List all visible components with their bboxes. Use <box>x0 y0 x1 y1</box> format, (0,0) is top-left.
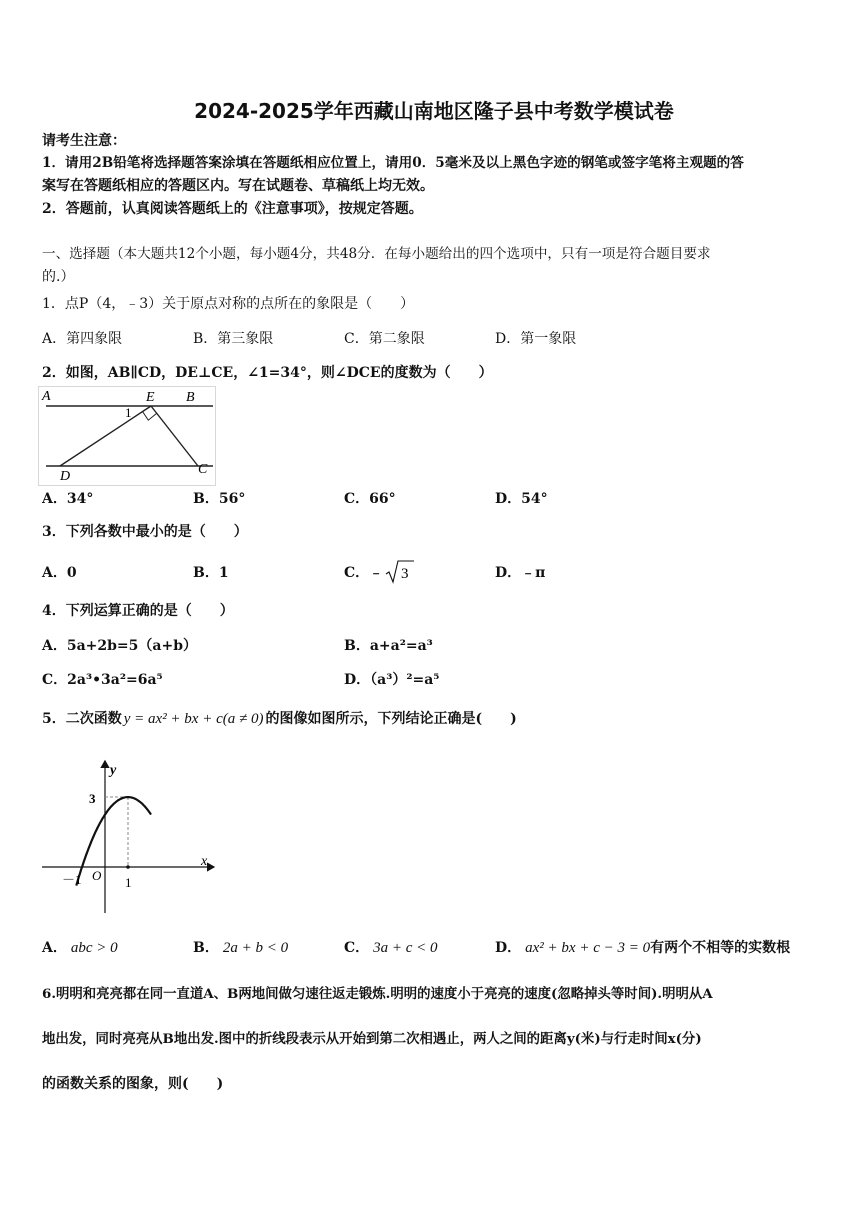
q3-stem: 3．下列各数中最小的是（ ） <box>42 524 248 540</box>
q5-option-b-formula: 2a + b < 0 <box>222 940 289 956</box>
label-x: x <box>201 854 208 869</box>
q4-stem: 4．下列运算正确的是（ ） <box>42 603 234 619</box>
q5-option-d-suffix: 有两个不相等的实数根 <box>650 940 791 956</box>
q5-option-a-formula: abc > 0 <box>70 940 118 956</box>
q1-option-c: C．第二象限 <box>344 331 425 347</box>
label-b: B <box>186 390 195 405</box>
segment-ec <box>151 406 198 466</box>
q3-option-c: C．﹣ <box>344 565 384 581</box>
q2-option-b: B．56° <box>193 491 246 507</box>
q3-option-a: A．0 <box>42 565 77 581</box>
q5-stem-prefix: 5．二次函数 <box>42 711 122 727</box>
label-one: 1 <box>125 875 132 890</box>
q4-option-b: B．a+a²=a³ <box>344 638 433 654</box>
point-one <box>126 865 130 869</box>
page-title: 2024-2025学年西藏山南地区隆子县中考数学模试卷 <box>194 99 674 123</box>
section-heading-line-1: 一、选择题（本大题共12个小题，每小题4分，共48分．在每小题给出的四个选项中，只有一项是符合题目要求 <box>42 246 711 262</box>
label-angle-1: 1 <box>125 405 132 420</box>
notice-header: 请考生注意： <box>42 133 126 149</box>
right-angle-mark <box>143 412 157 421</box>
q5-stem <box>42 709 517 729</box>
q5-stem-suffix: 的图像如图所示，下列结论正确是( ) <box>265 711 517 727</box>
label-e: E <box>146 390 155 405</box>
section-heading-line-2: 的.） <box>42 269 75 285</box>
q6-line-3: 的函数关系的图象，则( ) <box>42 1076 224 1092</box>
label-origin: O <box>92 868 102 883</box>
q5-option-d-letter: D． <box>495 940 522 956</box>
q2-figure <box>38 386 216 486</box>
label-y: y <box>110 763 117 778</box>
label-three: 3 <box>89 791 96 806</box>
q5-option-b <box>193 938 288 958</box>
notice-line-1a: 1．请用2B铅笔将选择题答案涂填在答题纸相应位置上，请用0．5毫米及以上黑色字迹的钢笔或签字笔将主观题的答 <box>42 155 744 171</box>
notice-line-1b: 案写在答题纸相应的答题区内。写在试题卷、草稿纸上均无效。 <box>42 178 434 194</box>
q3-option-d: D．﹣π <box>495 565 546 581</box>
q6-line-2: 地出发，同时亮亮从B地出发.图中的折线段表示从开始到第二次相遇止，两人之间的距离y(米)与行走时间x(分) <box>42 1031 702 1047</box>
q4-option-d: D．（a³）²=a⁵ <box>344 672 440 688</box>
label-c: C <box>198 462 208 477</box>
q2-option-c: C．66° <box>344 491 396 507</box>
q5-option-c-letter: C． <box>344 940 370 956</box>
label-a: A <box>42 389 51 404</box>
q5-option-a-letter: A． <box>42 940 67 956</box>
q5-option-b-letter: B． <box>193 940 219 956</box>
label-neg-one: －1 <box>62 872 82 887</box>
q5-formula: y = ax² + bx + c(a ≠ 0) <box>123 711 264 727</box>
q2-stem: 2．如图，AB∥CD，DE⊥CE，∠1=34°，则∠DCE的度数为（ ） <box>42 365 493 381</box>
q5-option-c <box>344 938 438 958</box>
q4-option-a: A．5a+2b=5（a+b） <box>42 638 197 654</box>
notice-line-2: 2．答题前，认真阅读答题纸上的《注意事项》，按规定答题。 <box>42 201 423 217</box>
q5-option-a <box>42 938 118 958</box>
q5-option-d-formula: ax² + bx + c − 3 = 0 <box>525 940 651 956</box>
q5-option-c-formula: 3a + c < 0 <box>373 940 438 956</box>
q1-option-a: A．第四象限 <box>42 331 123 347</box>
q1-option-b: B．第三象限 <box>193 331 274 347</box>
q5-parabola-graph <box>38 755 218 917</box>
q2-option-a: A．34° <box>42 491 94 507</box>
q6-line-1: 6.明明和亮亮都在同一直道A、B两地间做匀速往返走锻炼.明明的速度小于亮亮的速度(忽略掉头等时间).明明从A <box>42 986 713 1002</box>
q1-option-d: D．第一象限 <box>495 331 577 347</box>
label-d: D <box>60 469 71 484</box>
q5-option-d <box>495 938 790 958</box>
sqrt-radicand: 3 <box>401 566 409 582</box>
sqrt-3-symbol <box>385 558 415 586</box>
q2-option-d: D．54° <box>495 491 548 507</box>
segment-de <box>60 406 151 466</box>
q3-option-b: B．1 <box>193 565 229 581</box>
parabola-curve <box>76 797 151 886</box>
q4-option-c: C．2a³•3a²=6a⁵ <box>42 672 163 688</box>
q1-stem: 1．点P（4，﹣3）关于原点对称的点所在的象限是（ ） <box>42 296 415 312</box>
